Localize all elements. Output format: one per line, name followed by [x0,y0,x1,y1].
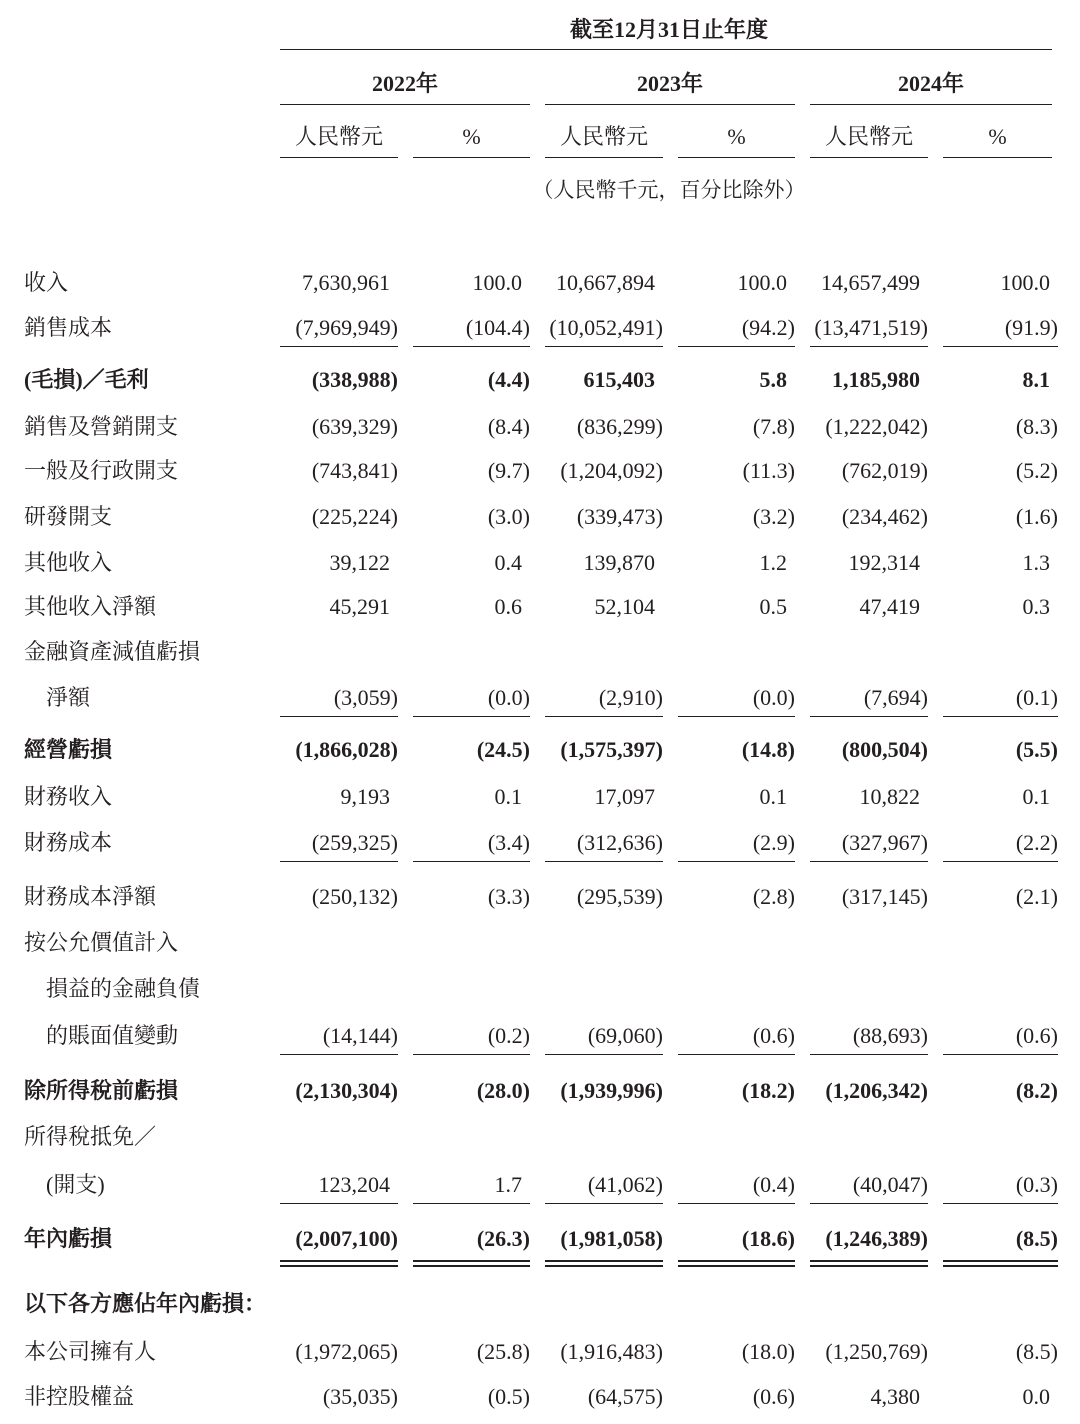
percent-2023: (2.9) [678,828,795,862]
amount-2022: 123,204 [280,1170,398,1204]
amount-2023: 10,667,894 [556,270,655,295]
row-label: 按公允價值計入 [24,930,179,955]
percent-2022: (104.4) [413,313,530,347]
amount-2024: 10,822 [859,784,920,809]
percent-2023: 0.5 [759,594,787,619]
percent-2022: 0.6 [494,594,522,619]
amount-2024: (13,471,519) [810,313,928,347]
amount-2023: (1,575,397) [560,737,663,762]
unit-note: （人民幣千元，百分比除外） [532,178,806,202]
row-non-controlling-interests [0,1382,1080,1412]
percent-2023: (2.8) [752,884,795,909]
row-label: 研發開支 [24,504,113,529]
percent-2024: (8.5) [1015,1339,1058,1364]
year-header-2023: 2023年 [545,69,795,105]
percent-2023: (18.0) [741,1339,795,1364]
row-finance-income [0,782,1080,812]
percent-2022: (3.3) [487,884,530,909]
amount-2024: 4,380 [870,1384,920,1409]
percent-header-2023: % [678,122,795,158]
amount-2022: 7,630,961 [302,270,390,295]
row-label: 一般及行政開支 [24,458,179,483]
percent-2024: (8.5) [943,1224,1058,1267]
percent-2022: (0.5) [487,1384,530,1409]
row-attributable-heading [0,1289,1080,1319]
amount-2023: (1,939,996) [560,1078,663,1103]
row-label: 收入 [24,270,69,295]
percent-2022: (26.3) [413,1224,530,1267]
amount-2023: (1,981,058) [545,1224,663,1267]
percent-2024: (0.3) [943,1170,1058,1204]
percent-2024: (2.1) [1015,884,1058,909]
amount-2022: (2,130,304) [295,1078,398,1103]
year-header-2022: 2022年 [280,69,530,105]
percent-2024: (2.2) [943,828,1058,862]
row-label: 除所得稅前虧損 [24,1078,179,1103]
percent-2022: (8.4) [487,414,530,439]
amount-2023: 52,104 [594,594,655,619]
amount-2024: (40,047) [810,1170,928,1204]
percent-2024: (8.2) [1015,1078,1058,1103]
amount-2024: (1,250,769) [825,1339,928,1364]
amount-2022: (1,972,065) [295,1339,398,1364]
row-fvtpl-change [0,1021,1080,1051]
row-label: 經營虧損 [24,737,113,762]
row-label: 以下各方應佔年內虧損： [24,1291,267,1316]
percent-2024: (0.6) [943,1021,1058,1055]
amount-2023: (2,910) [545,683,663,717]
period-header-rule [280,49,1052,50]
amount-2024: 47,419 [859,594,920,619]
percent-2024: 0.0 [1022,1384,1050,1409]
percent-2023: (0.6) [678,1021,795,1055]
amount-2024: (234,462) [841,504,928,529]
percent-2022: (28.0) [476,1078,530,1103]
amount-2024: (800,504) [841,737,928,762]
row-label: 銷售成本 [24,315,113,340]
amount-2022: (338,988) [311,367,398,392]
percent-2023: 0.1 [759,784,787,809]
percent-header-2022: % [413,122,530,158]
amount-2023: 615,403 [583,367,655,392]
amount-2022: (14,144) [280,1021,398,1055]
row-label: 其他收入 [24,550,113,575]
amount-2023: (339,473) [576,504,663,529]
amount-2023: (41,062) [545,1170,663,1204]
amount-2023: 139,870 [583,550,655,575]
amount-2022: (7,969,949) [280,313,398,347]
row-finance-costs [0,828,1080,858]
row-cost-of-sales [0,313,1080,343]
row-impairment-net [0,683,1080,713]
percent-2023: (94.2) [678,313,795,347]
row-label: 年內虧損 [24,1226,113,1251]
row-revenue [0,268,1080,298]
amount-2024: 1,185,980 [832,367,920,392]
amount-2022: 45,291 [329,594,390,619]
percent-2022: (24.5) [476,737,530,762]
row-loss-for-year [0,1224,1080,1254]
row-gross-profit [0,365,1080,395]
amount-2023: (312,636) [545,828,663,862]
percent-2022: (4.4) [487,367,530,392]
percent-2024: 0.3 [1022,594,1050,619]
year-header-2024: 2024年 [810,69,1052,105]
amount-2023: 17,097 [594,784,655,809]
row-label: 金融資產減值虧損 [24,639,201,664]
amount-2023: (64,575) [587,1384,663,1409]
currency-header-2023: 人民幣元 [545,122,663,158]
percent-2023: 100.0 [737,270,787,295]
percent-2023: (0.6) [752,1384,795,1409]
percent-2022: 0.4 [494,550,522,575]
row-label: (開支) [46,1172,105,1197]
amount-2023: (1,916,483) [560,1339,663,1364]
percent-2023: 5.8 [759,367,787,392]
row-label: 損益的金融負債 [46,976,201,1001]
percent-2023: 1.2 [759,550,787,575]
row-label: 非控股權益 [24,1384,135,1409]
amount-2022: (259,325) [280,828,398,862]
row-label: 淨額 [46,685,91,710]
percent-2024: (0.1) [943,683,1058,717]
currency-header-2022: 人民幣元 [280,122,398,158]
percent-2022: (0.2) [413,1021,530,1055]
amount-2022: (250,132) [311,884,398,909]
amount-2022: 39,122 [329,550,390,575]
percent-2024: (5.2) [1015,458,1058,483]
row-label: 財務成本淨額 [24,884,157,909]
percent-2024: 100.0 [1000,270,1050,295]
row-finance-costs-net [0,882,1080,912]
row-admin-expenses [0,456,1080,486]
row-other-income [0,548,1080,578]
percent-2022: 100.0 [472,270,522,295]
percent-2022: 1.7 [413,1170,530,1204]
row-label: 本公司擁有人 [24,1339,157,1364]
percent-header-2024: % [943,122,1052,158]
row-label: (毛損)／毛利 [24,367,149,392]
percent-2023: (0.4) [678,1170,795,1204]
row-label: 的賬面值變動 [46,1023,179,1048]
row-impairment-heading [0,637,1080,667]
amount-2024: (7,694) [810,683,928,717]
row-label: 銷售及營銷開支 [24,414,179,439]
percent-2024: (91.9) [943,313,1058,347]
row-rd-expenses [0,502,1080,532]
percent-2023: (0.0) [678,683,795,717]
amount-2022: (2,007,100) [280,1224,398,1267]
percent-2023: (11.3) [742,458,795,483]
row-loss-before-tax [0,1076,1080,1106]
percent-2023: (14.8) [741,737,795,762]
amount-2024: (1,206,342) [825,1078,928,1103]
row-label: 財務收入 [24,784,113,809]
amount-2024: 192,314 [848,550,920,575]
amount-2024: 14,657,499 [821,270,920,295]
amount-2023: (836,299) [576,414,663,439]
currency-header-2024: 人民幣元 [810,122,928,158]
row-selling-expenses [0,412,1080,442]
amount-2022: 9,193 [340,784,390,809]
amount-2023: (10,052,491) [545,313,663,347]
percent-2023: (3.2) [752,504,795,529]
percent-2022: (3.4) [413,828,530,862]
percent-2023: (7.8) [752,414,795,439]
percent-2022: 0.1 [494,784,522,809]
row-label: 其他收入淨額 [24,594,157,619]
row-fvtpl-heading-1 [0,928,1080,958]
percent-2024: 8.1 [1022,367,1050,392]
row-owners-of-company [0,1337,1080,1367]
percent-2024: (5.5) [1015,737,1058,762]
row-income-tax [0,1170,1080,1200]
amount-2023: (295,539) [576,884,663,909]
row-other-income-net [0,592,1080,622]
percent-2022: (0.0) [413,683,530,717]
row-fvtpl-heading-2 [0,974,1080,1004]
row-income-tax-heading [0,1122,1080,1152]
row-label: 所得稅抵免／ [24,1124,157,1149]
percent-2022: (25.8) [476,1339,530,1364]
amount-2022: (743,841) [311,458,398,483]
amount-2023: (69,060) [545,1021,663,1055]
percent-2024: (8.3) [1015,414,1058,439]
amount-2024: (1,222,042) [825,414,928,439]
amount-2023: (1,204,092) [560,458,663,483]
percent-2023: (18.2) [741,1078,795,1103]
percent-2024: 0.1 [1022,784,1050,809]
percent-2024: 1.3 [1022,550,1050,575]
amount-2022: (3,059) [280,683,398,717]
amount-2022: (1,866,028) [295,737,398,762]
percent-2024: (1.6) [1015,504,1058,529]
period-header: 截至12月31日止年度 [569,17,768,42]
percent-2022: (3.0) [487,504,530,529]
amount-2024: (88,693) [810,1021,928,1055]
percent-2022: (9.7) [487,458,530,483]
amount-2024: (762,019) [841,458,928,483]
amount-2022: (225,224) [311,504,398,529]
percent-2023: (18.6) [678,1224,795,1267]
amount-2024: (327,967) [810,828,928,862]
amount-2024: (317,145) [841,884,928,909]
amount-2022: (35,035) [322,1384,398,1409]
amount-2024: (1,246,389) [810,1224,928,1267]
row-operating-loss [0,735,1080,765]
amount-2022: (639,329) [311,414,398,439]
row-label: 財務成本 [24,830,113,855]
